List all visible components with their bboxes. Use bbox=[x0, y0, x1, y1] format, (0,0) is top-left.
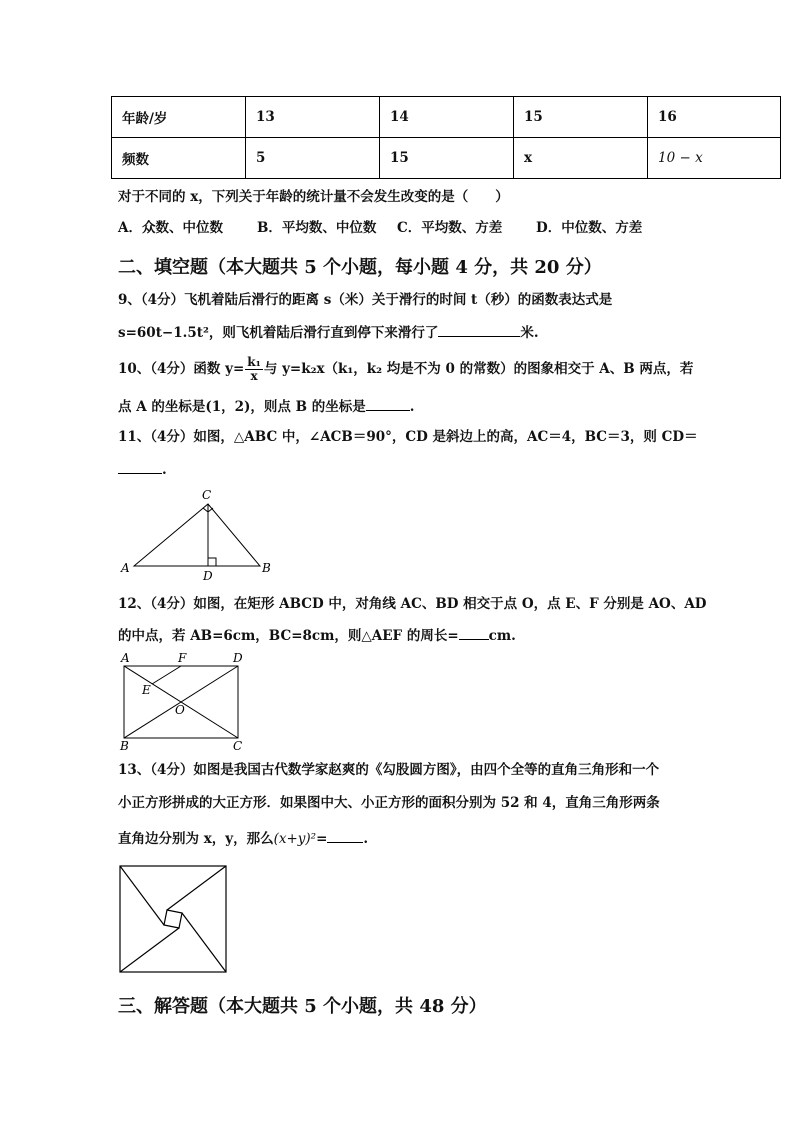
label-o: O bbox=[175, 703, 185, 717]
table-cell: 15 bbox=[380, 138, 514, 179]
answer-blank bbox=[438, 322, 520, 337]
question-11-line2 bbox=[118, 459, 167, 480]
option-a: A．众数、中位数 bbox=[118, 220, 223, 236]
label-c: C bbox=[233, 739, 243, 752]
triangle-edge bbox=[120, 866, 164, 925]
question-13-line1: 13、（4分）如图是我国古代数学家赵爽的《勾股圆方图》，由四个全等的直角三角形和一个 bbox=[118, 762, 660, 778]
large-square bbox=[120, 866, 226, 972]
label-d: D bbox=[233, 651, 243, 665]
question-9-text: s=60t−1.5t²，则飞机着陆后滑行直到停下来滑行了 bbox=[118, 325, 439, 341]
triangle-edge bbox=[167, 866, 226, 910]
option-d: D．中位数、方差 bbox=[536, 220, 643, 236]
label-d: D bbox=[203, 569, 213, 583]
triangle-abc bbox=[134, 504, 260, 566]
question-11-line1: 11、（4分）如图，△ABC 中，∠ACB＝90°，CD 是斜边上的高，AC＝4，BC＝3，则 CD＝ bbox=[118, 429, 698, 445]
option-b: B．平均数、中位数 bbox=[257, 220, 377, 236]
label-c: C bbox=[202, 488, 212, 502]
answer-blank bbox=[118, 459, 162, 474]
question-9-line2 bbox=[118, 322, 539, 343]
frequency-table bbox=[111, 96, 781, 179]
triangle-figure bbox=[118, 486, 278, 584]
table-row bbox=[112, 138, 781, 179]
rectangle-figure bbox=[116, 650, 252, 752]
question-9-unit: 米. bbox=[520, 325, 539, 341]
question-8-stem: 对于不同的 x，下列关于年龄的统计量不会发生改变的是（ ） bbox=[118, 189, 509, 205]
label-f: F bbox=[178, 651, 187, 665]
triangle-edge bbox=[120, 928, 179, 972]
table-row bbox=[112, 97, 781, 138]
question-11-end: . bbox=[162, 462, 167, 478]
question-12-line1: 12、（4分）如图，在矩形 ABCD 中，对角线 AC、BD 相交于点 O，点 E、F 分别是 AO、AD bbox=[118, 596, 707, 612]
equals-sign: = bbox=[316, 831, 328, 847]
question-10-line1 bbox=[118, 354, 693, 384]
question-12-line2 bbox=[118, 625, 516, 646]
table-cell: 频数 bbox=[112, 138, 246, 179]
question-10-end: . bbox=[409, 399, 415, 415]
question-13-line3 bbox=[118, 828, 368, 849]
question-12-unit: cm. bbox=[488, 628, 516, 644]
question-10-prefix: 10、（4分）函数 y= bbox=[118, 361, 245, 377]
table-cell: 10 − x bbox=[648, 138, 781, 179]
answer-blank bbox=[459, 625, 489, 640]
section-3-title: 三、解答题（本大题共 5 个小题，共 48 分） bbox=[118, 996, 487, 1017]
question-12-text: 的中点，若 AB=6cm，BC=8cm，则△AEF 的周长= bbox=[118, 628, 459, 644]
fraction-denominator: x bbox=[250, 369, 258, 383]
question-10-line2 bbox=[118, 396, 414, 417]
table-cell: 年龄/岁 bbox=[112, 97, 246, 138]
table-cell: x bbox=[514, 138, 648, 179]
fraction-numerator: k₁ bbox=[247, 355, 261, 369]
table-cell: 5 bbox=[246, 138, 380, 179]
label-a: A bbox=[121, 561, 130, 575]
answer-blank bbox=[366, 396, 410, 411]
math-expression: (x+y)² bbox=[273, 831, 317, 847]
small-square bbox=[164, 910, 182, 928]
label-a: A bbox=[121, 651, 130, 665]
label-b: B bbox=[262, 561, 271, 575]
question-13-end: . bbox=[363, 831, 369, 847]
table-cell: 15 bbox=[514, 97, 648, 138]
segment-ef bbox=[152, 666, 181, 684]
table-cell: 13 bbox=[246, 97, 380, 138]
label-b: B bbox=[120, 739, 129, 752]
fraction bbox=[245, 356, 263, 383]
question-10-rest: 与 y=k₂x（k₁，k₂ 均是不为 0 的常数）的图象相交于 A、B 两点，若 bbox=[263, 361, 694, 377]
right-angle-mark-d bbox=[208, 558, 216, 566]
table-cell: 16 bbox=[648, 97, 781, 138]
question-13-line2: 小正方形拼成的大正方形．如果图中大、小正方形的面积分别为 52 和 4，直角三角形两条 bbox=[118, 795, 660, 811]
question-13-text: 直角边分别为 x，y，那么 bbox=[118, 831, 274, 847]
triangle-edge bbox=[182, 913, 226, 972]
question-10-text: 点 A 的坐标是(1，2)，则点 B 的坐标是 bbox=[118, 399, 366, 415]
answer-blank bbox=[327, 828, 363, 843]
table-cell: 14 bbox=[380, 97, 514, 138]
option-c: C．平均数、方差 bbox=[397, 220, 503, 236]
label-e: E bbox=[142, 683, 151, 697]
question-9-line1: 9、（4分）飞机着陆后滑行的距离 s（米）关于滑行的时间 t（秒）的函数表达式是 bbox=[118, 292, 613, 308]
section-2-title: 二、填空题（本大题共 5 个小题，每小题 4 分，共 20 分） bbox=[118, 257, 602, 278]
zhao-shuang-figure bbox=[118, 864, 230, 976]
